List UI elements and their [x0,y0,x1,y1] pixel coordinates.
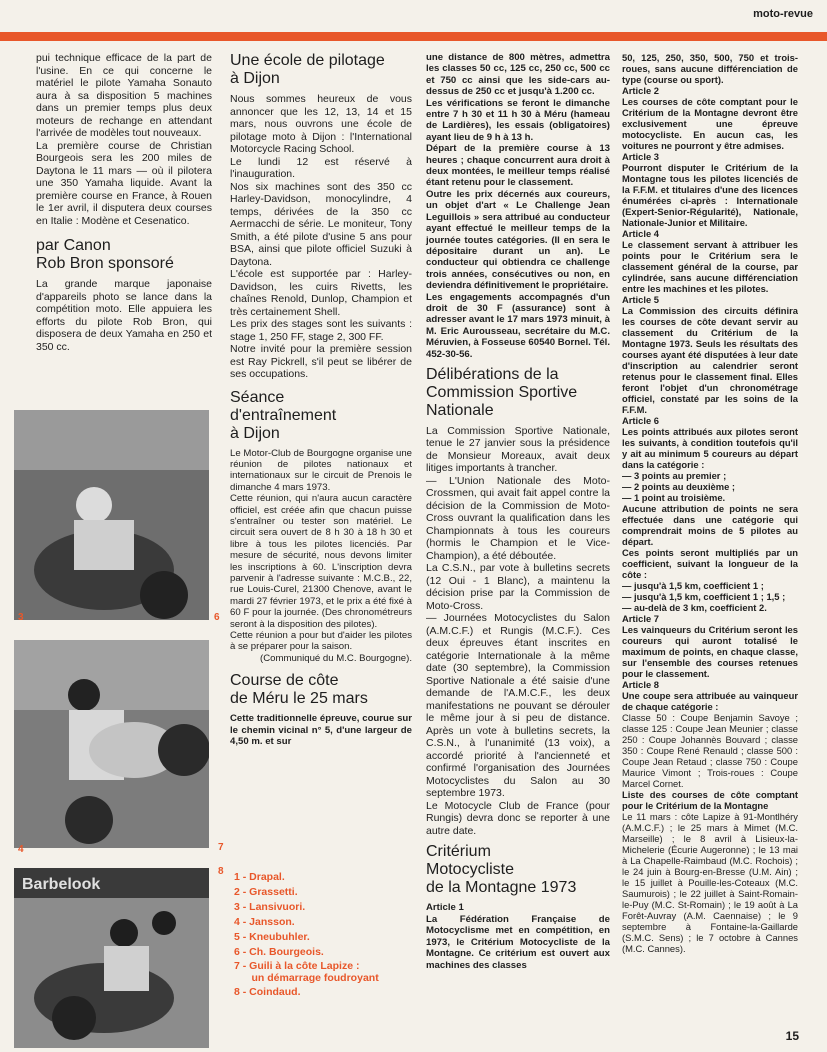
caption-item: 6 - Ch. Bourgeois. [234,946,324,958]
column-1 [36,52,212,353]
col1-intro2: La première course de Christian Bourgeois sera les 200 miles de Daytona le 11 mars — où il pilotera une 350 Yamaha liquide. Avant la première course en France, à Rouen le 1er avril, il disputera deux courses en Italie : Modène et Cesenatico. [36,139,212,227]
photo-number-4: 4 [18,844,24,855]
ecole-p4: L'école est supportée par : Harley-Davidson, les cuirs Rivetts, les chaînes Renold, Dunlop, Champion et très certainement Shell. [230,268,412,318]
meru-lead: Cette traditionnelle épreuve, courue sur le chemin vicinal n° 5, d'une largeur de 4,50 m. et sur [230,713,412,748]
header-label: moto-revue [753,8,813,20]
seance-p3: Cette réunion a pour but d'aider les pilotes à se préparer pour la saison. [230,630,412,653]
header-rule [0,32,827,41]
canon-text: La grande marque japonaise d'appareils photo se lance dans la compétition moto. Elle appuiera les efforts du pilote Rob Bron, qui disposera de deux Yamaha en 250 et 350 cc. [36,278,212,353]
coef-line-2: — jusqu'à 1,5 km, coefficient 1 ; 1,5 ; [622,591,786,602]
article-6: Article 6 [622,415,659,426]
delib-p3: La C.S.N., par vote à bulletins secrets (12 Oui - 1 Blanc), a maintenu la décision prise par la Commission de Moto-Cross. [426,562,610,612]
col4-p6b: Aucune attribution de points ne sera effectuée dans une catégorie qui comprendrait moins de 5 pilotes au départ. [622,503,798,547]
meru-p5: Les engagements accompagnés d'un droit de 30 F (assurance) sont à adresser avant le 17 mars 1973 minuit, à M. Eric Aurousseau, secrétaire du M.C. Méruvien, à Fosseuse 60540 Bornel. Tél. 452-30-56. [426,291,610,360]
meru-headline: Course de côte de Méru le 25 mars [230,672,368,708]
photo-4 [14,640,209,848]
article-4: Article 4 [622,228,659,239]
article-3: Article 3 [622,151,659,162]
crit-p1: La Fédération Française de Motocyclisme met en compétition, en 1973, le Critérium Motocycliste de la Montagne. Ce critérium est ouvert aux machines des classes [426,913,610,971]
col4-p1: 50, 125, 250, 350, 500, 750 et trois-roues, sans aucune différenciation de type (course ou sport). [622,52,798,85]
col4-p2: Les courses de côte comptant pour le Critérium de la Montagne devront être exclusivement une épreuve motocycliste. En aucun cas, les voitures ne pourront y être admises. [622,96,798,151]
seance-p2: Cette réunion, qui n'aura aucun caractère officiel, est créée afin que chacun puisse s'entraîner ou tester son matériel. Le circuit sera ouvert de 8 h 30 à 18 h 30 et libre à tous les pilotes licenciés. Par mesure de sécurité, nous devons limiter les inscriptions à 60. L'inscription devra parvenir à l'adresse suivante : M.C.B., 22, rue Louis-Curel, 21300 Chenove, avant le mardi 27 février 1973, et le prix a été fixé à 60 F pour la journée. (Des chronométreurs seront à la disposition des pilotes). [230,493,412,630]
ecole-p6: Notre invité pour la première session est Ray Pickrell, s'il peut se libérer de ses occupations. [230,343,412,380]
photo-number-7: 7 [218,842,224,853]
caption-item: 8 - Coindaud. [234,986,301,998]
photo-8 [14,868,209,1048]
col4-p6: Les points attribués aux pilotes seront les suivants, à condition toutefois qu'il y ait au minimum 5 coureurs au départ dans la catégorie : [622,426,798,470]
ecole-p3: Nos six machines sont des 350 cc Harley-Davidson, monocylindre, 4 temps, dérivées de la 350 cc Aermacchi de série. Le moniteur, Tony Smith, a été pilote d'usine 5 ans pour BSA, ainsi que pilote officiel Suzuki à Daytona. [230,180,412,268]
delib-p2: — L'Union Nationale des Moto-Crossmen, qui avait fait appel contre la décision de la Commission de Moto-Cross ouvrant la qualification dans les Championnats à tous les coureurs (hormis le Champion et le Vice-Champion), a été déboutée. [426,474,610,562]
page-number: 15 [785,1029,799,1043]
caption-item: 5 - Kneubuhler. [234,931,310,943]
ecole-p5: Les prix des stages sont les suivants : stage 1, 250 FF, stage 2, 300 FF. [230,318,412,343]
meru-p2: Les vérifications se feront le dimanche entre 7 h 30 et 11 h 30 à Méru (hameau de Lardières), les essais (obligatoires) ayant lieu de 9 h à 13 h. [426,97,610,143]
column-4 [622,52,798,954]
photo-number-6: 6 [214,612,220,623]
photo-captions [234,870,379,1000]
col4-p3: Pourront disputer le Critérium de la Montagne tous les pilotes licenciés de la F.F.M. et titulaires d'une des licences énumérées ci-après : Internationale (Expert-Senior-Régularité), Nationale, Nationale-Junior et Militaire. [622,162,798,228]
ecole-headline: Une école de pilotage à Dijon [230,52,385,87]
ecole-p1: Nous sommes heureux de vous annoncer que les 12, 13, 14 et 15 mars, nous ouvrons une école de pilotage moto à Dijon : l'International Motorcycle Racing School. [230,93,412,155]
photo-number-8: 8 [218,866,224,877]
article-2: Article 2 [622,85,659,96]
col4-p4: Le classement servant à attribuer les points pour le Critérium sera le classement général de la course, par cylindrée, sans aucune différenciation entre les machines et les pilotes. [622,239,798,294]
courses-list-title: Liste des courses de côte comptant pour le Critérium de la Montagne [622,789,798,811]
delib-p1: La Commission Sportive Nationale, tenue le 27 janvier sous la présidence de Monsieur Moreaux, avait deux litiges importants à trancher. [426,424,610,475]
photo-3 [14,410,209,620]
caption-item: 3 - Lansivuori. [234,901,306,913]
column-3 [426,52,610,971]
crit-article-1: Article 1 [426,902,464,914]
col4-p9: Le 11 mars : côte Lapize à 91-Montlhéry (A.M.C.F.) ; le 25 mars à Mimet (M.C. Marseille) ; le 8 avril à Lisieux-la-Michelerie (Écurie Augeronne) ; le 13 mai à La Chapelle-Raimbaud (M.C. Rochois) ; le 24 juin à Bourg-en-Bresse (U.M. Ain) ; le 15 juillet à Pouille-les-Coteaux (M.C. Saumurois) ; le 22 juillet à Saint-Romain-le-Puy (M.C. St-Romain) ; le 19 août à La Forêt-Auvray (A.M. Caennaise) ; le 9 septembre à Fontaine-la-Gaillarde (S.M.C. Sens) ; le 7 octobre à Cannes (M.C. Cannes). [622,811,798,954]
critérium-headline: Critérium Motocycliste de la Montagne 1973 [426,843,577,897]
article-8: Article 8 [622,679,659,690]
meru-p3: Départ de la première course à 13 heures ; chaque concurrent aura droit à deux montées, le meilleur temps réalisé étant retenu pour le classement. [426,143,610,189]
article-5: Article 5 [622,294,659,305]
meru-p1: une distance de 800 mètres, admettra les classes 50 cc, 125 cc, 250 cc, 500 cc et 750 cc ainsi que les side-cars au-dessus de 250 cc et jusqu'à 1.200 cc. [426,52,610,98]
ecole-p2: Le lundi 12 est réservé à l'inauguration. [230,155,412,180]
coef-line-1: — jusqu'à 1,5 km, coefficient 1 ; [622,580,764,591]
col4-p7: Les vainqueurs du Critérium seront les coureurs qui auront totalisé le maximum de points, en chaque classe, sur l'ensemble des courses retenues pour le classement. [622,624,798,679]
meru-p4: Outre les prix décernés aux coureurs, un objet d'art « Le Challenge Jean Leguillois » sera attribué au conducteur ayant effectué le meilleur temps de la journée toutes catégories. (Il en sera le dépositaire durant un an). Le conducteur qui obtiendra ce challenge trois années, consécutives ou non, en deviendra définitivement le propriétaire. [426,188,610,292]
points-line-1: — 3 points au premier ; [622,470,727,481]
caption-item: 7 - Guili à la côte Lapize : [234,960,360,972]
photo-number-3: 3 [18,612,24,623]
article-7: Article 7 [622,613,659,624]
caption-item: un démarrage foudroyant [234,972,379,984]
col4-p8: Une coupe sera attribuée au vainqueur de chaque catégorie : [622,690,798,712]
delib-headline: Délibérations de la Commission Sportive Nationale [426,365,578,419]
column-2 [230,52,412,747]
caption-item: 1 - Drapal. [234,871,285,883]
seance-p1: Le Motor-Club de Bourgogne organise une réunion de pilotes nationaux et internationaux sur le circuit de Prenois le dimanche 4 mars 1973. [230,447,412,493]
seance-headline: Séance d'entraînement à Dijon [230,388,337,442]
banner-text: Barbelook [22,876,101,893]
seance-credit: (Communiqué du M.C. Bourgogne). [260,652,412,664]
delib-p4: — Journées Motocyclistes du Salon (A.M.C.F.) et Rungis (M.C.F.). Ces deux épreuves étant inscrites en catégorie Internationale à la même date (30 septembre), la Commission Sportive Nationale a été saisie d'une demande de l'A.M.C.F., les deux manifestations ne pouvant se dérouler le même jour à si peu de distance. Après un vote à bulletins secrets, la C.S.N., à l'unanimité (13 voix), a accordé priorité à l'ancienneté et confirmé l'organisation des Journées Motocyclistes du Salon au 30 septembre 1973. [426,612,610,800]
caption-item: 4 - Jansson. [234,916,295,928]
caption-item: 2 - Grassetti. [234,886,298,898]
col4-p6c: Ces points seront multipliés par un coefficient, suivant la longueur de la côte : [622,547,798,580]
col4-p8b: Classe 50 : Coupe Benjamin Savoye ; classe 125 : Coupe Jean Meunier ; classe 250 : Coupe Johannès Bouvard ; classe 350 : Coupe René Renauld ; classe 500 : Coupe Jean Retaud ; classe 750 : Coupe Maurice Vimont ; Trois-roues : Coupe Marcel Cornet. [622,712,798,789]
points-line-2: — 2 points au deuxième ; [622,481,736,492]
delib-p5: Le Motocycle Club de France (pour Rungis) devra donc se reporter à une autre date. [426,799,610,837]
col1-intro: pui technique efficace de la part de l'usine. En ce qui concerne le matériel le pilote Yamaha Sonauto aura à sa disposition 5 machines dans un premier temps plus deux moteurs de rechange en attendant l'arrivée de modèles tout nouveaux. [36,52,212,139]
canon-headline: par Canon Rob Bron sponsoré [36,237,174,272]
points-line-3: — 1 point au troisième. [622,492,726,503]
col4-p5: La Commission des circuits définira les courses de côte devant servir au classement du Critérium de la Montagne 1973. Seuls les résultats des courses ayant été disputées à leur date d'inscription au calendrier seront retenus pour le classement final. Elles feront l'objet d'un chronométrage officiel, constaté par les soins de la F.F.M. [622,305,798,415]
coef-line-3: — au-delà de 3 km, coefficient 2. [622,602,767,613]
